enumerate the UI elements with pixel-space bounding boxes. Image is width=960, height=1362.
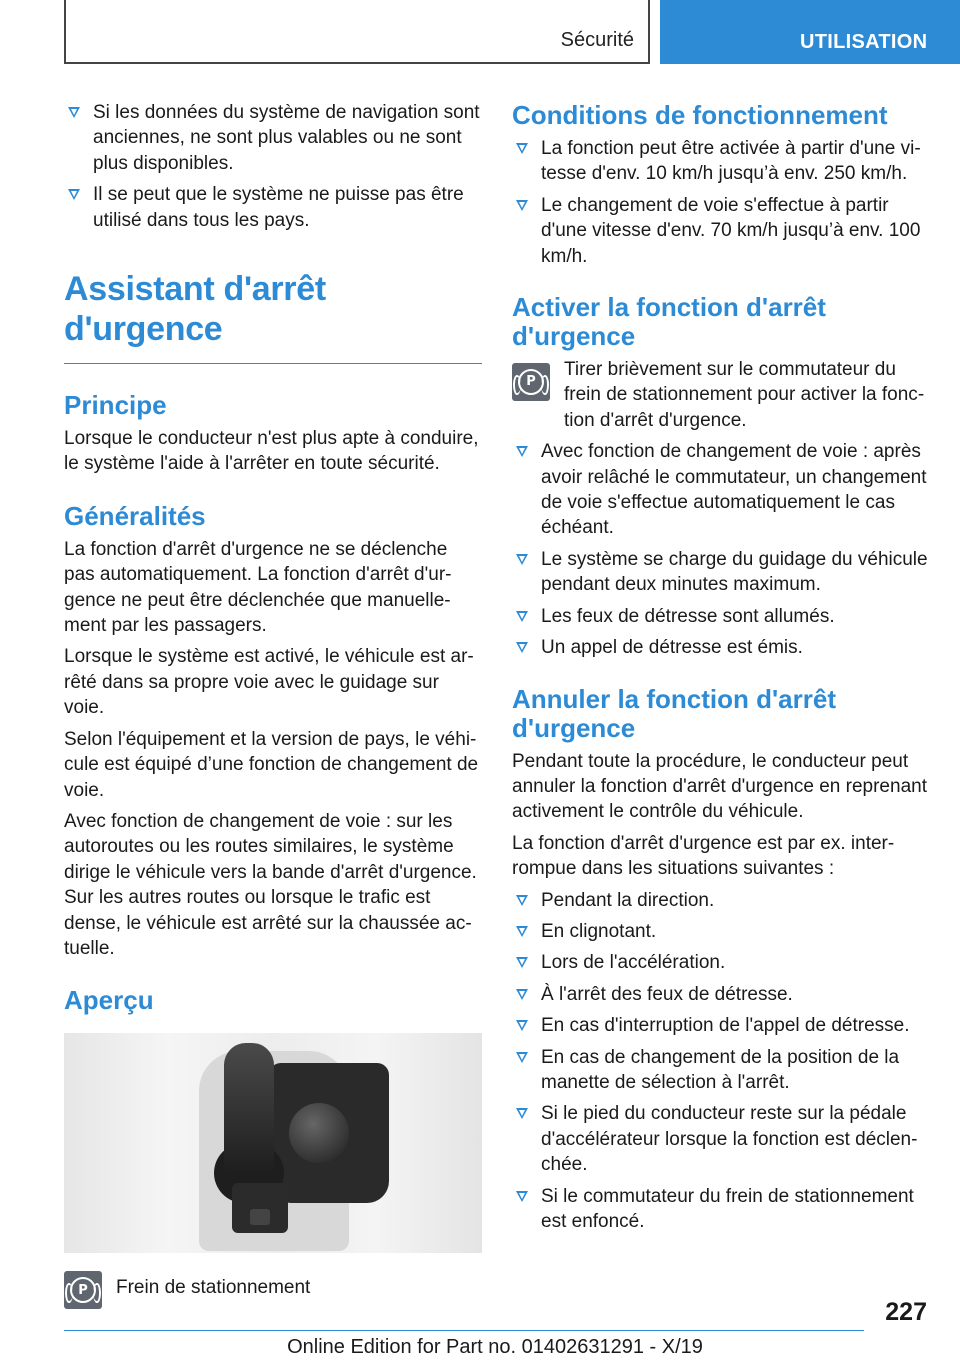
activate-bullet-list — [512, 439, 930, 660]
parking-brake-slot — [232, 1183, 288, 1233]
page-number: 227 — [885, 1298, 927, 1326]
parking-brake-switch — [250, 1209, 270, 1225]
list-item: Il se peut que le système ne puisse pas être utilisé dans tous les pays. — [64, 182, 482, 233]
right-column — [512, 100, 930, 1240]
parking-brake-icon: P — [512, 363, 550, 401]
bullet-triangle-icon — [516, 1191, 528, 1202]
heading-conditions: Conditions de fonctionnement — [512, 100, 888, 130]
bullet-triangle-icon — [516, 926, 528, 937]
general-paragraph: Selon l'équipement et la version de pays, le véhicule est équipé d’une fonction de changement de voie. — [64, 728, 479, 801]
bullet-triangle-icon — [516, 1108, 528, 1119]
list-item: Pendant la direction. — [512, 888, 930, 913]
footer-edition: Online Edition for Part no. 01402631291 - X/19 — [287, 1336, 703, 1358]
list-item: Le système se charge du guidage du véhicule pendant deux minutes maximum. — [512, 547, 930, 598]
bullet-triangle-icon — [516, 1020, 528, 1031]
cancel-paragraph: Pendant toute la procédure, le conducteur peut annuler la fonction d'arrêt d'urgence en reprenant activement le contrôle du véhicule. — [512, 750, 927, 823]
bullet-triangle-icon — [68, 107, 80, 118]
general-paragraph: Avec fonction de changement de voie : sur les autoroutes ou les routes similaires, le système dirige le véhicule vers la bande d'arrêt d'urgence. Sur les autres routes ou lorsque le trafic est dense, le véhicule est arrêté sur la chaussée actuelle. — [64, 810, 477, 959]
list-item: Si le commutateur du frein de stationnement est enfoncé. — [512, 1184, 930, 1235]
heading-principle: Principe — [64, 390, 167, 421]
heading-cancel: Annuler la fonction d'arrêt d'urgence — [512, 683, 836, 743]
list-item: La fonction peut être activée à partir d'une vitesse d'env. 10 km/h jusqu’à env. 250 km/h. — [512, 136, 930, 187]
list-item: Si les données du système de navigation sont anciennes, ne sont plus valables ou ne sont plus disponibles. — [64, 100, 482, 176]
footer-divider — [64, 1330, 864, 1331]
activate-instruction — [512, 357, 930, 433]
intro-bullet-list — [64, 100, 482, 233]
heading-activate: Activer la fonction d'arrêt d'urgence — [512, 292, 826, 352]
list-item: Un appel de détresse est émis. — [512, 635, 930, 660]
bullet-triangle-icon — [516, 554, 528, 565]
bullet-triangle-icon — [516, 642, 528, 653]
left-column — [64, 100, 482, 1309]
bullet-triangle-icon — [516, 200, 528, 211]
list-item: En cas d'interruption de l'appel de détresse. — [512, 1013, 930, 1038]
header-chapter-tab — [660, 0, 960, 64]
list-item: Avec fonction de changement de voie : après avoir relâché le commutateur, un changement de voie s'effectue automatiquement le cas échéant. — [512, 439, 930, 541]
general-paragraph: Lorsque le système est activé, le véhicule est arrêté dans sa propre voie avec le guidage sur voie. — [64, 646, 474, 719]
general-paragraph: La fonction d'arrêt d'urgence ne se déclenche pas automatiquement. La fonction d'arrêt d'urgence ne peut être déclenchée que manuellement par les passagers. — [64, 538, 452, 637]
overview-caption: Frein de stationnement — [116, 1277, 311, 1299]
list-item: À l'arrêt des feux de détresse. — [512, 982, 930, 1007]
conditions-bullet-list — [512, 136, 930, 269]
cancel-paragraph: La fonction d'arrêt d'urgence est par ex. interrompue dans les situations suivantes : — [512, 832, 895, 880]
bullet-triangle-icon — [516, 446, 528, 457]
cancel-bullet-list — [512, 888, 930, 1235]
header-section-box — [64, 0, 650, 64]
center-console-photo — [64, 1033, 482, 1253]
list-item: En cas de changement de la position de la manette de sélection à l'arrêt. — [512, 1045, 930, 1096]
header-chapter-title: UTILISATION — [800, 31, 928, 53]
bullet-triangle-icon — [516, 1052, 528, 1063]
list-item: Le changement de voie s'effectue à partir d'une vitesse d'env. 70 km/h jusqu’à env. 100 km/h. — [512, 193, 930, 269]
bullet-triangle-icon — [516, 989, 528, 1000]
parking-brake-icon: P — [64, 1271, 102, 1309]
list-item: En clignotant. — [512, 919, 930, 944]
controller-knob — [289, 1103, 349, 1163]
overview-caption-row — [64, 1267, 482, 1309]
list-item: Les feux de détresse sont allumés. — [512, 604, 930, 629]
bullet-triangle-icon — [516, 143, 528, 154]
bullet-triangle-icon — [516, 895, 528, 906]
bullet-triangle-icon — [516, 611, 528, 622]
bullet-triangle-icon — [516, 957, 528, 968]
activate-text: Tirer brièvement sur le commutateur du frein de stationnement pour activer la fonction d'arrêt d'urgence. — [564, 359, 925, 431]
list-item: Lors de l'accélération. — [512, 950, 930, 975]
selector-lever — [224, 1043, 274, 1173]
page-title: Assistant d'arrêt d'urgence — [64, 269, 482, 364]
header-section-title: Sécurité — [560, 29, 634, 51]
heading-overview: Aperçu — [64, 985, 154, 1016]
principle-text: Lorsque le conducteur n'est plus apte à conduire, le système l'aide à l'arrêter en toute sécurité. — [64, 428, 479, 475]
list-item: Si le pied du conducteur reste sur la pédale d'accélérateur lorsque la fonction est déclenchée. — [512, 1101, 930, 1177]
heading-general: Généralités — [64, 500, 206, 531]
bullet-triangle-icon — [68, 189, 80, 200]
